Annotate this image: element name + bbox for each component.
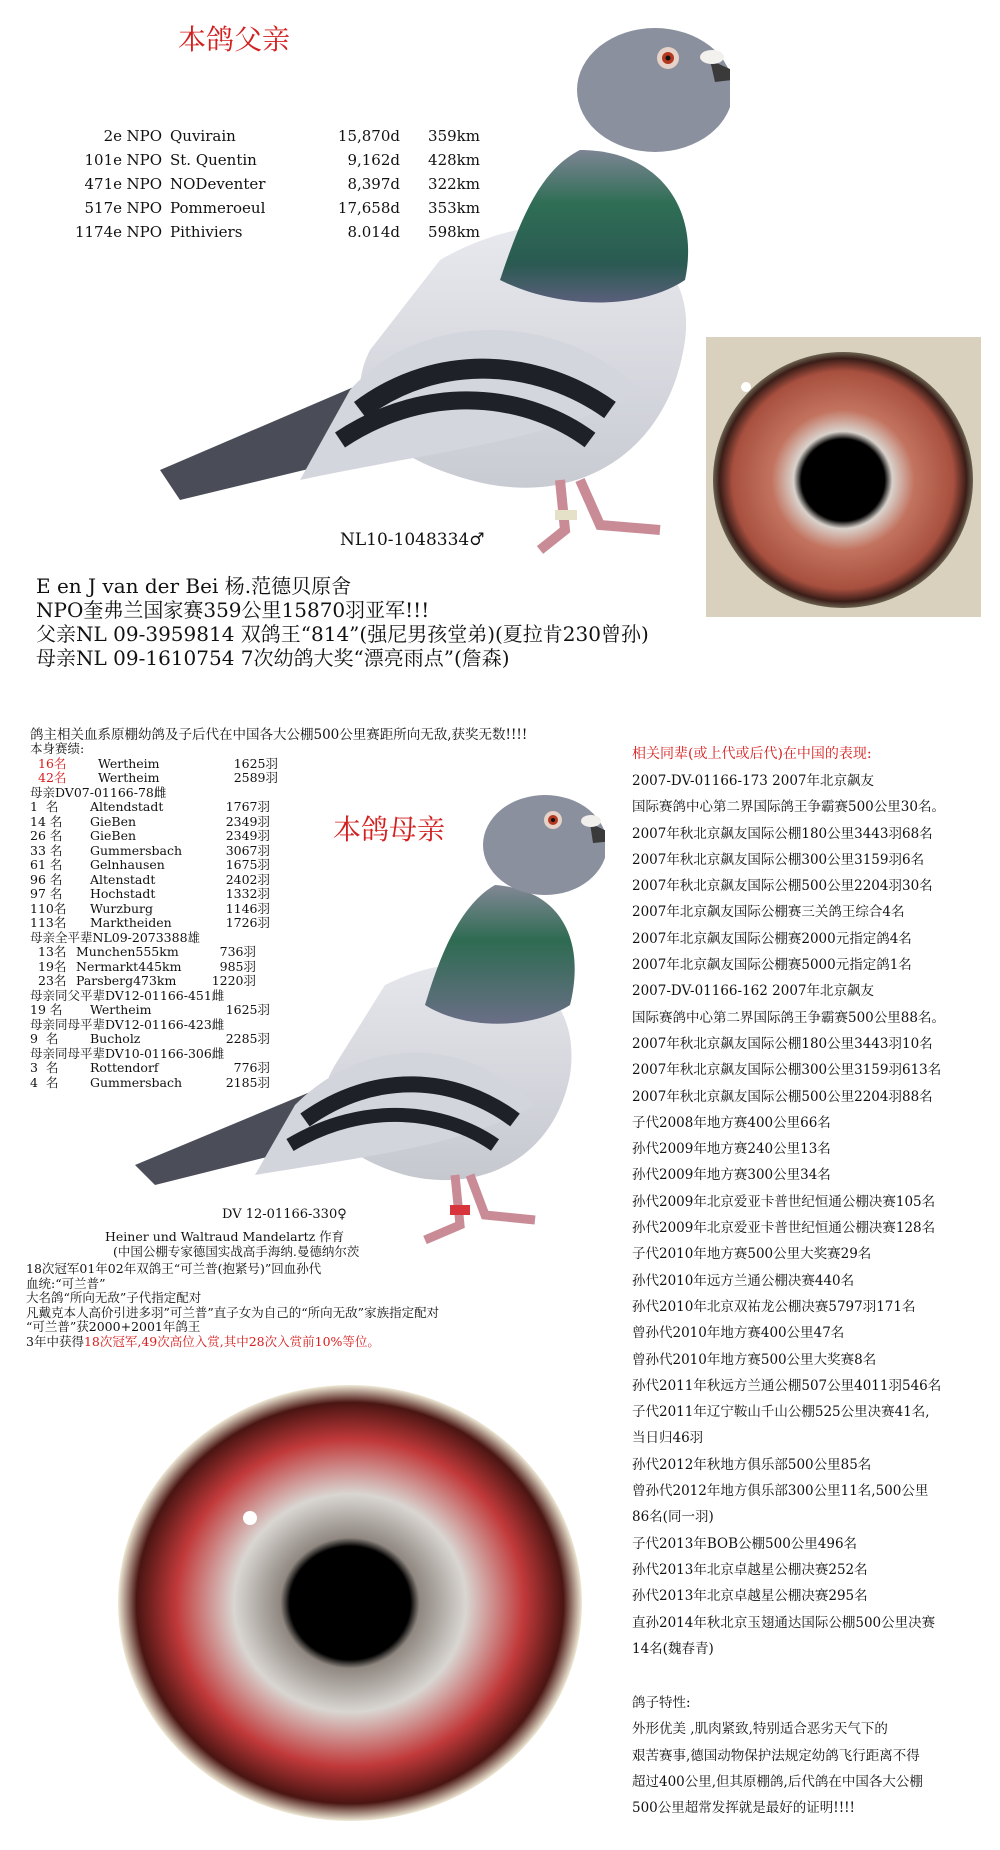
traits-line: 外形优美 ,肌肉紧致,特别适合恶劣天气下的 (632, 1721, 888, 1738)
relatives-list (632, 768, 945, 1662)
list-item: 2007-DV-01166-162 2007年北京飙友 (632, 983, 874, 1000)
record-row: 16名 Wertheim 1625羽 (38, 755, 278, 771)
record-row: 9 名 Bucholz 2285羽 (30, 1031, 270, 1046)
record-row: 3 名 Rottendorf 776羽 (30, 1060, 270, 1075)
list-item: 孙代2011年秋远方兰通公棚507公里4011羽546名 (632, 1377, 942, 1394)
traits-block (632, 1690, 923, 1821)
father-info-line: NPO奎弗兰国家赛359公里15870羽亚军!!! (36, 598, 430, 622)
half-sib2-label: 母亲同母平辈DV12-01166-423雌 (30, 1016, 225, 1032)
list-item: 2007年秋北京飙友国际公棚300公里3159羽613名 (632, 1062, 942, 1079)
record-row: 19 名 Wertheim 1625羽 (30, 1002, 270, 1017)
list-item: 曾孙代2012年地方俱乐部300公里11名,500公里 (632, 1483, 929, 1500)
mother-title: 本鸽母亲 (333, 813, 446, 846)
race-row: 1174e NPO Pithiviers 8.014d 598km (74, 223, 480, 241)
list-item: 子代2010年地方赛500公里大奖赛29名 (632, 1246, 872, 1263)
traits-line: 超过400公里,但其原棚鸽,后代鸽在中国各大公棚 (632, 1773, 923, 1790)
full-sib-label: 母亲全平辈NL09-2073388雄 (30, 929, 201, 945)
mother-pigeon-image (125, 785, 605, 1290)
traits-line: 500公里超常发挥就是最好的证明!!!! (632, 1800, 855, 1817)
list-item: 孙代2009年地方赛300公里34名 (632, 1167, 831, 1184)
father-info-block (36, 574, 649, 670)
father-eye-image (706, 337, 981, 617)
list-item: 曾孙代2010年地方赛500公里大奖赛8名 (632, 1351, 877, 1368)
list-item: 直孙2014年秋北京玉翅通达国际公棚500公里决赛 (632, 1614, 936, 1631)
half-sib1-label: 母亲同父平辈DV12-01166-451雌 (30, 987, 225, 1003)
breeder-line: (中国公棚专家德国实战高手海纳.曼德纳尔茨 (113, 1243, 360, 1259)
record-row: 1 名 Altendstadt 1767羽 (30, 799, 270, 814)
mother-intro: 鸽主相关血系原棚幼鸽及子后代在中国各大公棚500公里赛距所向无敌,获奖无数!!!! (30, 727, 528, 743)
traits-label: 鸽子特性: (632, 1695, 691, 1711)
record-row: 113名 Marktheiden 1726羽 (30, 915, 270, 930)
list-item: 2007年秋北京飙友国际公棚300公里3159羽6名 (632, 851, 925, 868)
list-item: 孙代2010年北京双祐龙公棚决赛5797羽171名 (632, 1298, 916, 1315)
father-info-line: 父亲NL 09-3959814 双鸽王“814”(强尼男孩堂弟)(夏拉肯230曾孙) (36, 622, 649, 646)
bloodline-line: 大名鸽“所向无敌”子代指定配对 (26, 1290, 202, 1306)
race-row: 101e NPO St. Quentin 9,162d 428km (84, 151, 480, 169)
relatives-heading: 相关同辈(或上代或后代)在中国的表现: (632, 746, 872, 762)
self-record-label: 本身赛绩: (30, 741, 85, 756)
breeder-block (105, 1230, 359, 1259)
mother-eye-image (110, 1378, 590, 1828)
list-item: 孙代2009年北京爱亚卡普世纪恒通公棚决赛128名 (632, 1220, 936, 1237)
record-row: 4 名 Gummersbach 2185羽 (30, 1074, 270, 1090)
list-item: 2007-DV-01166-173 2007年北京飙友 (632, 773, 874, 789)
bloodline-line: “可兰普”获2000+2001年鸽王 (26, 1319, 201, 1335)
record-row: 96 名 Altenstadt 2402羽 (30, 871, 270, 887)
list-item: 孙代2010年远方兰通公棚决赛440名 (632, 1272, 855, 1289)
half-sib3-label: 母亲同母平辈DV10-01166-306雌 (30, 1045, 225, 1061)
list-item: 孙代2009年地方赛240公里13名 (632, 1141, 831, 1158)
bloodline-summary: 3年中获得18次冠军,49次高位入赏,其中28次入赏前10%等位。 (26, 1333, 380, 1349)
record-row: 33 名 Gummersbach 3067羽 (30, 842, 270, 858)
bloodline-block (26, 1262, 439, 1350)
father-title: 本鸽父亲 (178, 23, 291, 56)
record-row: 61 名 Gelnhausen 1675羽 (30, 857, 270, 872)
list-item: 当日归46羽 (632, 1430, 704, 1447)
traits-line: 艰苦赛事,德国动物保护法规定幼鸽飞行距离不得 (632, 1747, 920, 1764)
list-item: 2007年北京飙友国际公棚赛5000元指定鸽1名 (632, 957, 912, 974)
bloodline-line: 18次冠军01年02年双鸽王“可兰普(抱紧号)”回血孙代 (26, 1261, 322, 1276)
list-item: 子代2013年BOB公棚500公里496名 (632, 1535, 858, 1552)
bloodline-line: 血统:“可兰普” (26, 1275, 106, 1291)
list-item: 14名(魏春青) (632, 1640, 714, 1657)
father-info-line: 母亲NL 09-1610754 7次幼鸽大奖“漂亮雨点”(詹森) (36, 646, 510, 670)
list-item: 孙代2012年秋地方俱乐部500公里85名 (632, 1456, 872, 1473)
record-row: 97 名 Hochstadt 1332羽 (30, 886, 270, 901)
mother-dam-label: 母亲DV07-01166-78雌 (30, 784, 167, 800)
list-item: 2007年秋北京飙友国际公棚500公里2204羽30名 (632, 878, 933, 895)
list-item: 曾孙代2010年地方赛400公里47名 (632, 1325, 845, 1342)
record-row: 26 名 GieBen 2349羽 (30, 828, 270, 843)
record-row: 42名 Wertheim 2589羽 (38, 770, 278, 785)
record-row: 110名 Wurzburg 1146羽 (30, 900, 270, 916)
list-item: 2007年秋北京飙友国际公棚180公里3443羽10名 (632, 1035, 933, 1052)
father-info-line: E en J van der Bei 杨.范德贝原舍 (36, 574, 352, 598)
race-row: 517e NPO Pommeroeul 17,658d 353km (84, 199, 480, 217)
race-row: 2e NPO Quvirain 15,870d 359km (103, 127, 480, 145)
list-item: 2007年北京飙友国际公棚赛三关鸽王综合4名 (632, 904, 905, 921)
list-item: 国际赛鸽中心第二界国际鸽王争霸赛500公里30名。 (632, 799, 945, 816)
father-ring-number: NL10-1048334♂ (340, 530, 485, 550)
record-row: 23名 Parsberg473km 1220羽 (38, 973, 256, 988)
mother-ring-number: DV 12-01166-330♀ (222, 1207, 347, 1222)
record-row: 19名 Nermarkt445km 985羽 (38, 958, 256, 974)
list-item: 2007年北京飙友国际公棚赛2000元指定鸽4名 (632, 930, 912, 947)
list-item: 孙代2009年北京爱亚卡普世纪恒通公棚决赛105名 (632, 1193, 936, 1210)
list-item: 子代2008年地方赛400公里66名 (632, 1114, 831, 1131)
list-item: 2007年秋北京飙友国际公棚180公里3443羽68名 (632, 825, 933, 842)
bloodline-line: 凡戴克本人高价引进多羽”可兰普”直子女为自己的“所向无敌”家族指定配对 (26, 1304, 440, 1320)
list-item: 国际赛鸽中心第二界国际鸽王争霸赛500公里88名。 (632, 1009, 945, 1026)
breeder-line: Heiner und Waltraud Mandelartz 作育 (105, 1229, 345, 1244)
record-row: 14 名 GieBen 2349羽 (30, 813, 270, 829)
record-row: 13名 Munchen555km 736羽 (38, 944, 256, 959)
list-item: 孙代2013年北京卓越星公棚决赛295名 (632, 1588, 868, 1605)
race-row: 471e NPO NODeventer 8,397d 322km (84, 175, 480, 193)
list-item: 孙代2013年北京卓越星公棚决赛252名 (632, 1561, 868, 1578)
list-item: 2007年秋北京飙友国际公棚500公里2204羽88名 (632, 1088, 933, 1105)
list-item: 86名(同一羽) (632, 1509, 714, 1526)
list-item: 子代2011年辽宁鞍山千山公棚525公里决赛41名, (632, 1404, 930, 1421)
